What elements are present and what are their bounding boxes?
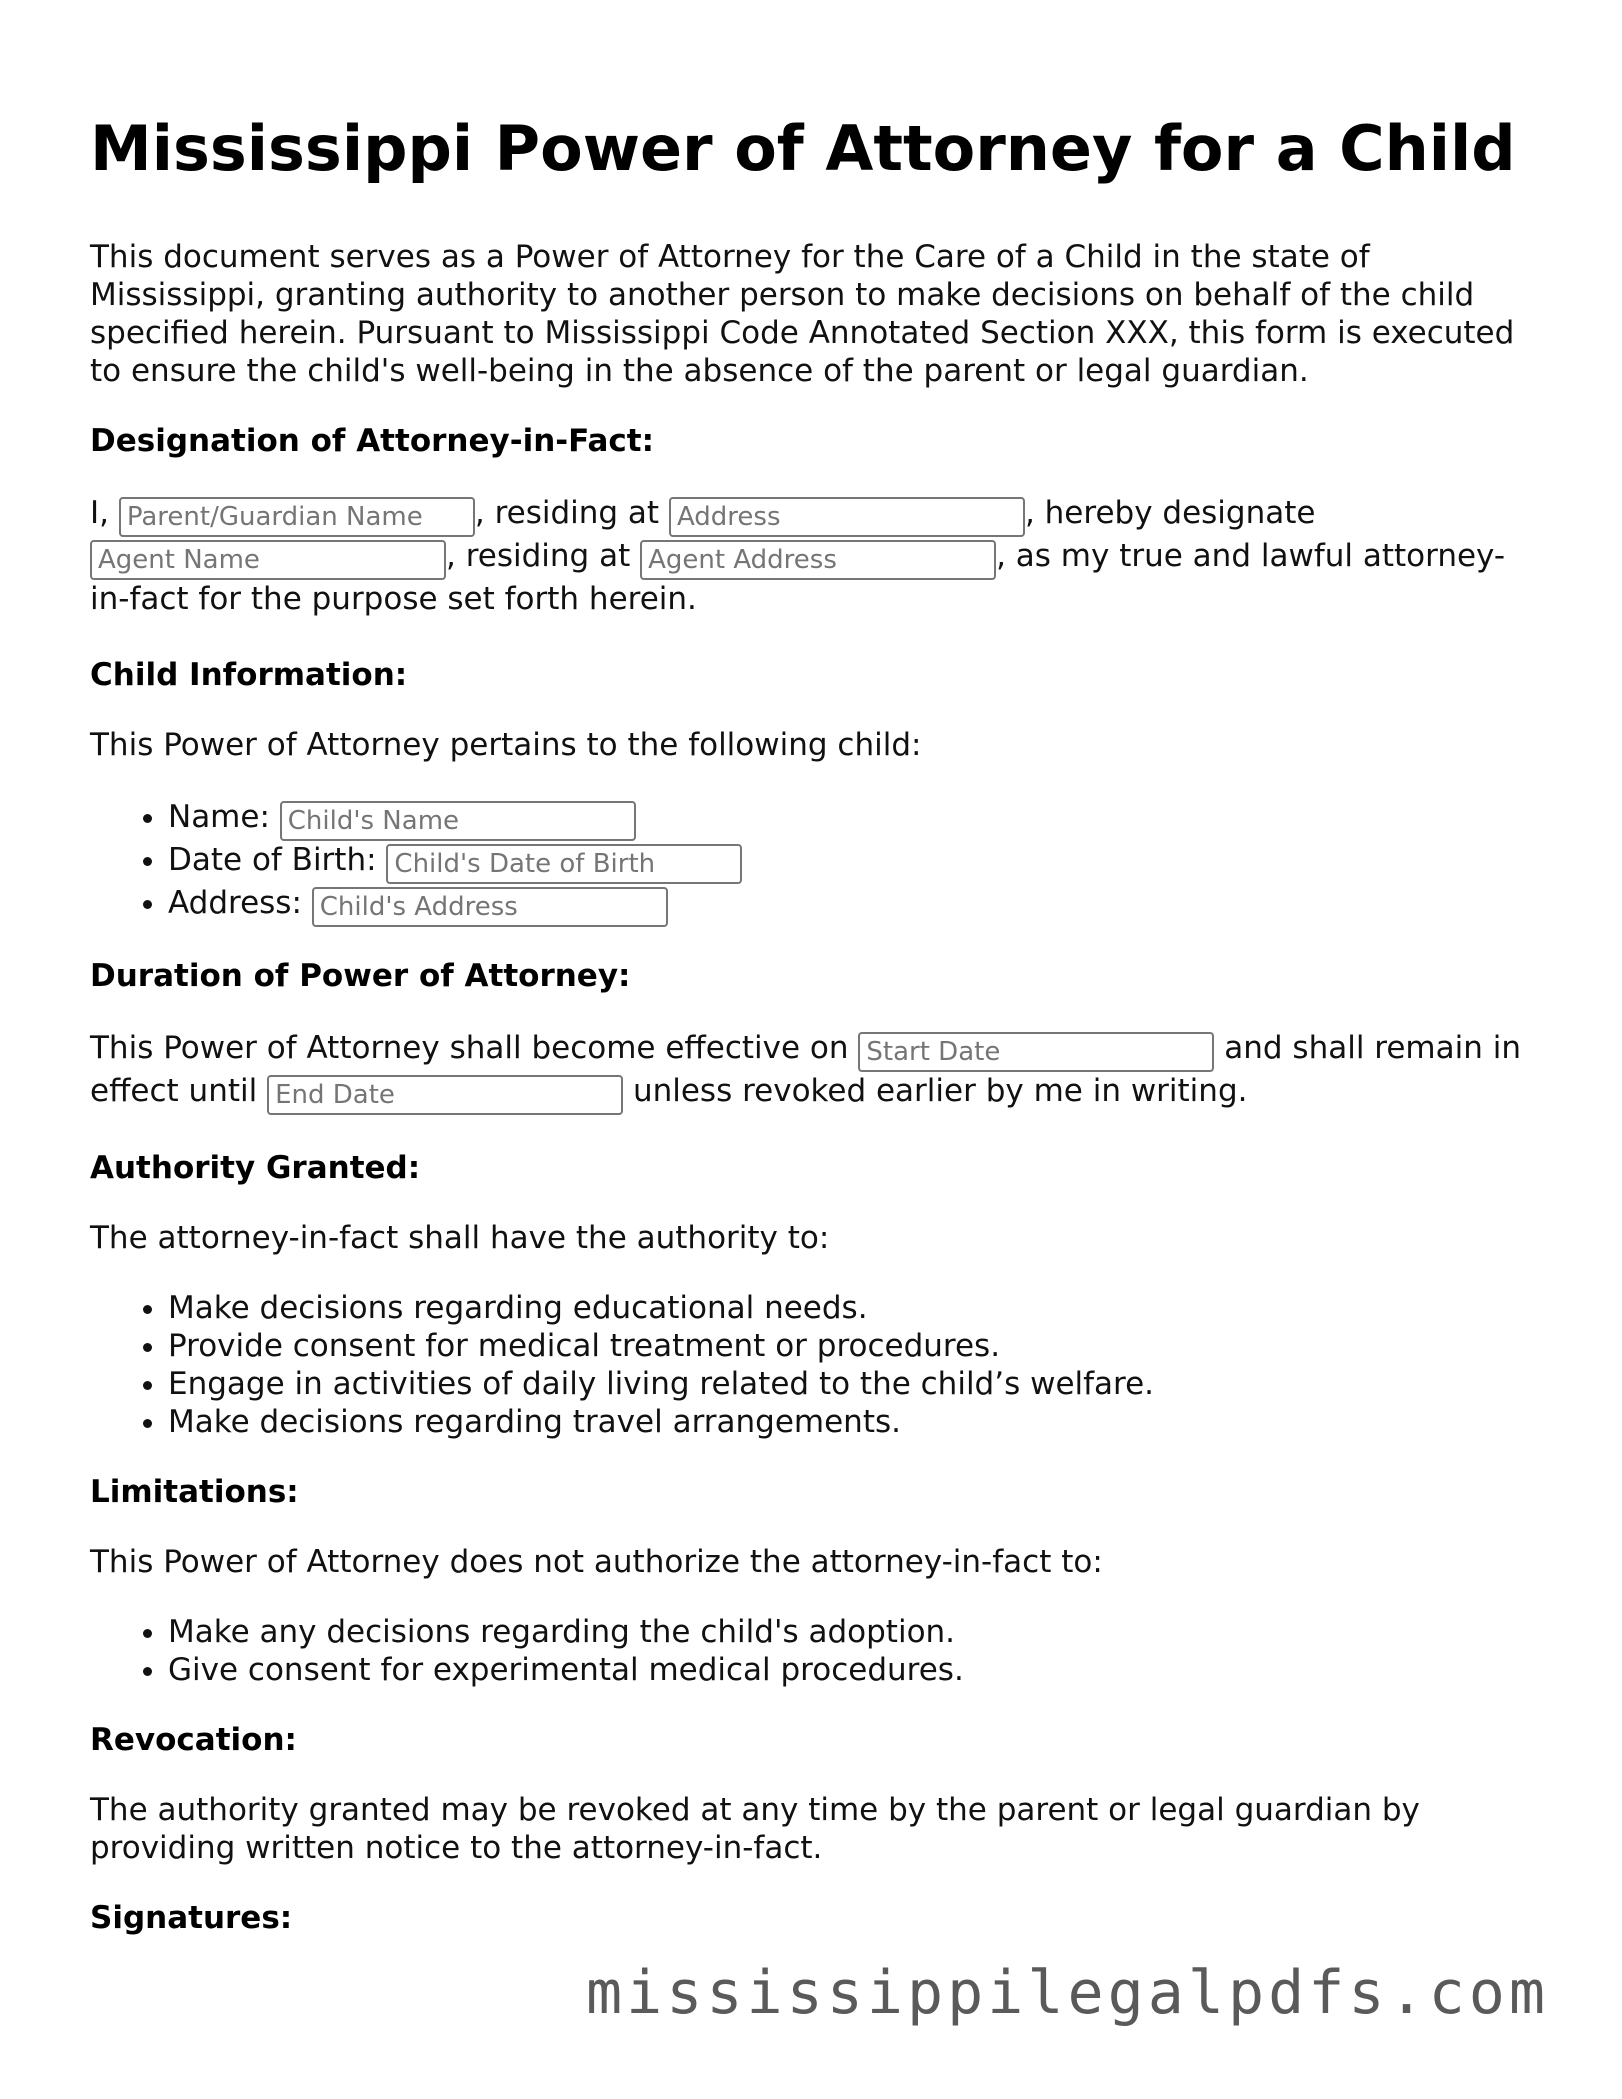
list-item	[168, 839, 1530, 882]
designation-text-4: , residing at	[446, 538, 631, 574]
duration-text-3: unless revoked earlier by me in writing.	[632, 1073, 1248, 1109]
list-item	[168, 882, 1530, 925]
authority-intro: The attorney-in-fact shall have the authority to:	[90, 1220, 830, 1256]
authority-list	[90, 1289, 1530, 1441]
child-dob-input[interactable]	[386, 844, 742, 884]
document-page	[90, 112, 1530, 1969]
designation-text-5: , as my true and lawful attorney-in-fact for the purpose set forth herein.	[90, 538, 1506, 617]
revocation-paragraph: The authority granted may be revoked at any time by the parent or legal guardian by providing written notice to the attorney-in-fact.	[90, 1792, 1420, 1866]
list-item: • Make any decisions regarding the child's adoption.	[168, 1613, 1530, 1651]
child-dob-label: Date of Birth:	[168, 842, 377, 878]
child-name-label: Name:	[168, 799, 270, 835]
parent-guardian-name-input[interactable]	[119, 497, 475, 537]
page-title: Mississippi Power of Attorney for a Child	[90, 112, 1516, 185]
limitations-list	[90, 1613, 1530, 1689]
signatures-heading: Signatures:	[90, 1900, 293, 1936]
list-item: • Engage in activities of daily living related to the child’s welfare.	[168, 1365, 1530, 1403]
agent-name-input[interactable]	[90, 540, 446, 580]
duration-heading: Duration of Power of Attorney:	[90, 958, 631, 994]
child-info-intro: This Power of Attorney pertains to the following child:	[90, 727, 922, 763]
designation-text-2: , residing at	[474, 495, 660, 531]
list-item: • Make decisions regarding educational needs.	[168, 1289, 1530, 1327]
child-info-heading: Child Information:	[90, 657, 408, 693]
duration-text-1: This Power of Attorney shall become effective on	[90, 1030, 849, 1066]
list-item: • Give consent for experimental medical procedures.	[168, 1651, 1530, 1689]
child-address-label: Address:	[168, 885, 302, 921]
designation-heading: Designation of Attorney-in-Fact:	[90, 423, 655, 459]
list-item	[168, 796, 1530, 839]
designation-paragraph	[90, 492, 1530, 620]
duration-paragraph	[90, 1027, 1530, 1113]
agent-address-input[interactable]	[640, 540, 996, 580]
site-watermark: mississippilegalpdfs.com	[586, 1958, 1549, 2028]
duration-text-2: and shall remain in effect until	[90, 1030, 1522, 1109]
child-name-input[interactable]	[280, 801, 636, 841]
parent-address-input[interactable]	[669, 497, 1025, 537]
list-item: • Provide consent for medical treatment or procedures.	[168, 1327, 1530, 1365]
start-date-input[interactable]	[858, 1032, 1214, 1072]
authority-heading: Authority Granted:	[90, 1150, 421, 1186]
revocation-heading: Revocation:	[90, 1722, 297, 1758]
child-info-list	[90, 796, 1530, 925]
end-date-input[interactable]	[267, 1075, 623, 1115]
limitations-intro: This Power of Attorney does not authorize the attorney-in-fact to:	[90, 1544, 1103, 1580]
limitations-heading: Limitations:	[90, 1474, 299, 1510]
designation-text-3: , hereby designate	[1024, 495, 1316, 531]
child-address-input[interactable]	[312, 887, 668, 927]
list-item: • Make decisions regarding travel arrangements.	[168, 1403, 1530, 1441]
intro-paragraph: This document serves as a Power of Attorney for the Care of a Child in the state of Mississippi, granting authority to another person to make decisions on behalf of the child specified herein. Pursuant to Mississippi Code Annotated Section XXX, this form is executed to ensure the child's well-being in the absence of the parent or legal guardian.	[90, 239, 1515, 389]
designation-text-1: I,	[90, 495, 109, 531]
